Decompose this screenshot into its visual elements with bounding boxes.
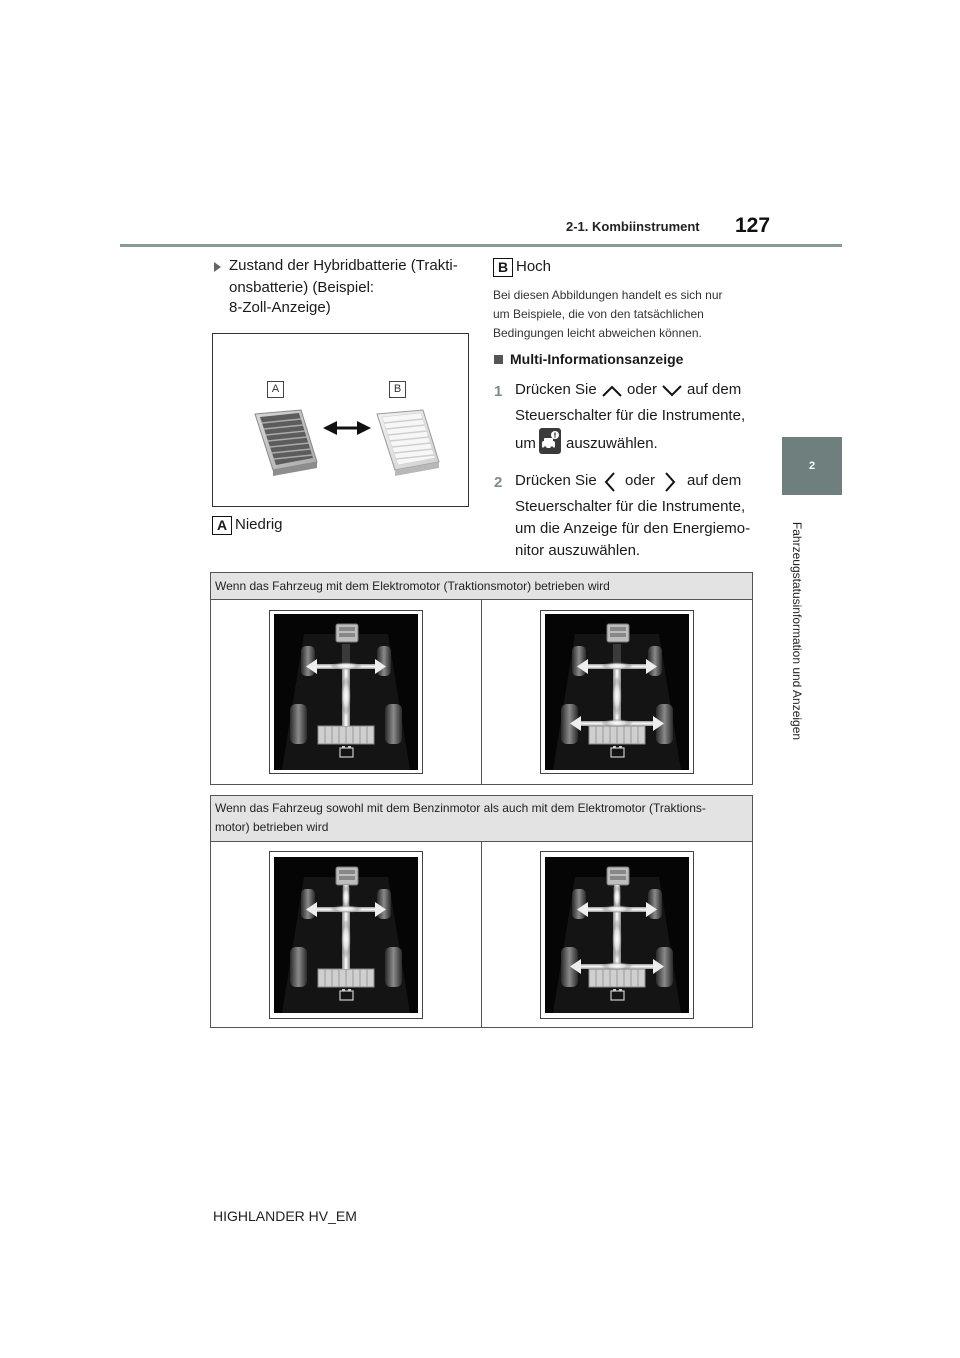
step-1-text-line3b: auszuwählen. [566, 435, 658, 452]
legend-text-high: Hoch [516, 258, 552, 275]
table-heading-hybrid-line-1: Wenn das Fahrzeug sowohl mit dem Benzinmotor als auch mit dem Elektromotor (Traktions- [215, 801, 706, 815]
table-cell [211, 600, 481, 784]
footer-model: HIGHLANDER HV_EM [213, 1208, 357, 1224]
double-arrow-icon [323, 421, 371, 435]
vehicle-info-icon [539, 428, 561, 454]
legend-text-low: Niedrig [235, 516, 283, 533]
step-2-text-line2: Steuerschalter für die Instrumente, [515, 498, 746, 515]
bullet-triangle-icon [214, 262, 221, 272]
chevron-up-icon [601, 384, 623, 398]
energy-monitor-image-front [269, 610, 423, 774]
legend-letter-b: B [493, 258, 513, 277]
table-heading-hybrid-line-2: motor) betrieben wird [215, 820, 329, 834]
battery-high-icon [377, 410, 439, 476]
bullet-text-line-2: onsbatterie) (Beispiel: [229, 279, 375, 296]
step-2-text-line4: nitor auszuwählen. [515, 542, 641, 559]
note-line-1: Bei diesen Abbildungen handelt es sich nur [493, 288, 723, 302]
battery-low-icon [255, 410, 317, 476]
step-1-text-line2: Steuerschalter für die Instrumente, [515, 407, 746, 424]
step-1-text-line3a: um [515, 435, 536, 452]
energy-monitor-image-hybrid-all-wheel [540, 851, 694, 1019]
section-title-header: 2-1. Kombiinstrument [566, 219, 700, 234]
energy-monitor-display-hybrid-front [274, 856, 418, 1014]
step-2-text-b: oder [625, 472, 656, 489]
table-cell [211, 842, 481, 1027]
chapter-title-vertical: Fahrzeugstatusinformation und Anzeigen [790, 521, 805, 741]
section-heading: Multi-Informationsanzeige [510, 351, 684, 367]
energy-monitor-table-hybrid [210, 795, 753, 1028]
table-heading-hybrid [211, 796, 752, 842]
bullet-text-line-3: 8-Zoll-Anzeige) [229, 299, 331, 316]
step-2-text-line3: um die Anzeige für den Energiemo- [515, 520, 751, 537]
note-line-3: Bedingungen leicht abweichen können. [493, 326, 702, 340]
chapter-tab[interactable]: 2 [782, 437, 842, 495]
step-1-text-a: Drücken Sie [515, 381, 597, 398]
table-cell [481, 600, 752, 784]
step-number-1: 1 [494, 383, 503, 400]
battery-figure [212, 333, 469, 507]
step-1-text-b: oder [627, 381, 658, 398]
energy-monitor-display-hybrid-all-wheel [545, 856, 689, 1014]
step-2-text-c: auf dem [687, 472, 742, 489]
energy-monitor-display-front [274, 614, 418, 770]
energy-monitor-display-all-wheel [545, 614, 689, 770]
page-number: 127 [735, 214, 771, 237]
note-line-2: um Beispiele, die von den tatsächlichen [493, 307, 704, 321]
figure-label-a: A [267, 381, 284, 398]
section-square-icon [494, 355, 503, 364]
chevron-right-icon [663, 471, 677, 493]
energy-monitor-table-electric [210, 572, 753, 785]
chevron-left-icon [603, 471, 617, 493]
figure-label-b: B [389, 381, 406, 398]
step-number-2: 2 [494, 474, 503, 491]
battery-illustration [213, 334, 468, 506]
energy-monitor-image-hybrid-front [269, 851, 423, 1019]
step-1-text-c: auf dem [687, 381, 742, 398]
bullet-text-line-1: Zustand der Hybridbatterie (Trakti- [229, 257, 458, 274]
legend-letter-a: A [212, 516, 232, 535]
header-rule [120, 244, 842, 247]
chevron-down-icon [661, 384, 683, 398]
step-2-text-a: Drücken Sie [515, 472, 597, 489]
table-cell [481, 842, 752, 1027]
energy-monitor-image-all-wheel [540, 610, 694, 774]
table-heading-electric: Wenn das Fahrzeug mit dem Elektromotor (Traktionsmotor) betrieben wird [211, 573, 752, 600]
